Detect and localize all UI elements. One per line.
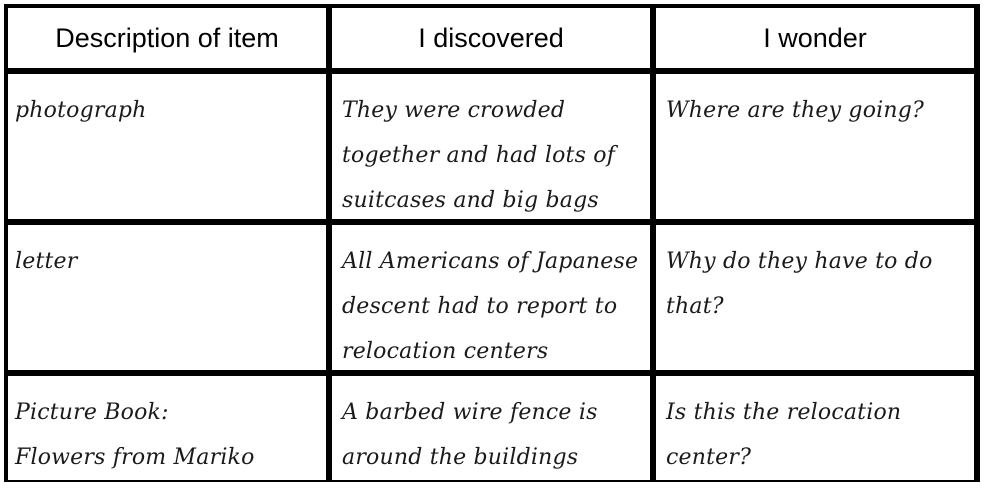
cell-line: Picture Book:	[15, 400, 169, 425]
row-photograph-wonder	[656, 74, 974, 219]
cell-line: A barbed wire fence is	[342, 400, 598, 425]
cell-line: Why do they have to do	[666, 249, 933, 274]
cell-line: that?	[666, 294, 724, 319]
header-wonder	[656, 8, 974, 68]
cell-line: photograph	[15, 98, 147, 123]
header-description	[8, 8, 326, 68]
header-discovered-label: I discovered	[418, 22, 564, 53]
cell-line: suitcases and big bags	[342, 188, 599, 213]
row-picture-book-wonder	[656, 376, 974, 480]
header-description-label: Description of item	[55, 22, 279, 53]
cell-line: Is this the relocation	[666, 400, 902, 425]
cell-line: descent had to report to	[342, 294, 618, 319]
row-photograph-description	[8, 74, 326, 219]
cell-line: All Americans of Japanese	[342, 249, 639, 274]
book-title: Flowers from Mariko	[15, 445, 255, 470]
row-picture-book-description	[8, 376, 326, 480]
cell-line: relocation centers	[342, 339, 549, 364]
cell-line: letter	[15, 249, 78, 274]
row-picture-book-discovered	[332, 376, 650, 480]
cell-line: center?	[666, 445, 752, 470]
row-letter-wonder	[656, 225, 974, 370]
header-discovered	[332, 8, 650, 68]
cell-line: Where are they going?	[666, 98, 925, 123]
row-letter-description	[8, 225, 326, 370]
header-wonder-label: I wonder	[763, 22, 867, 53]
row-photograph-discovered	[332, 74, 650, 219]
observation-table	[4, 4, 980, 482]
cell-line: They were crowded	[342, 98, 566, 123]
row-letter-discovered	[332, 225, 650, 370]
cell-line: around the buildings	[342, 445, 579, 470]
cell-line: together and had lots of	[342, 143, 616, 168]
